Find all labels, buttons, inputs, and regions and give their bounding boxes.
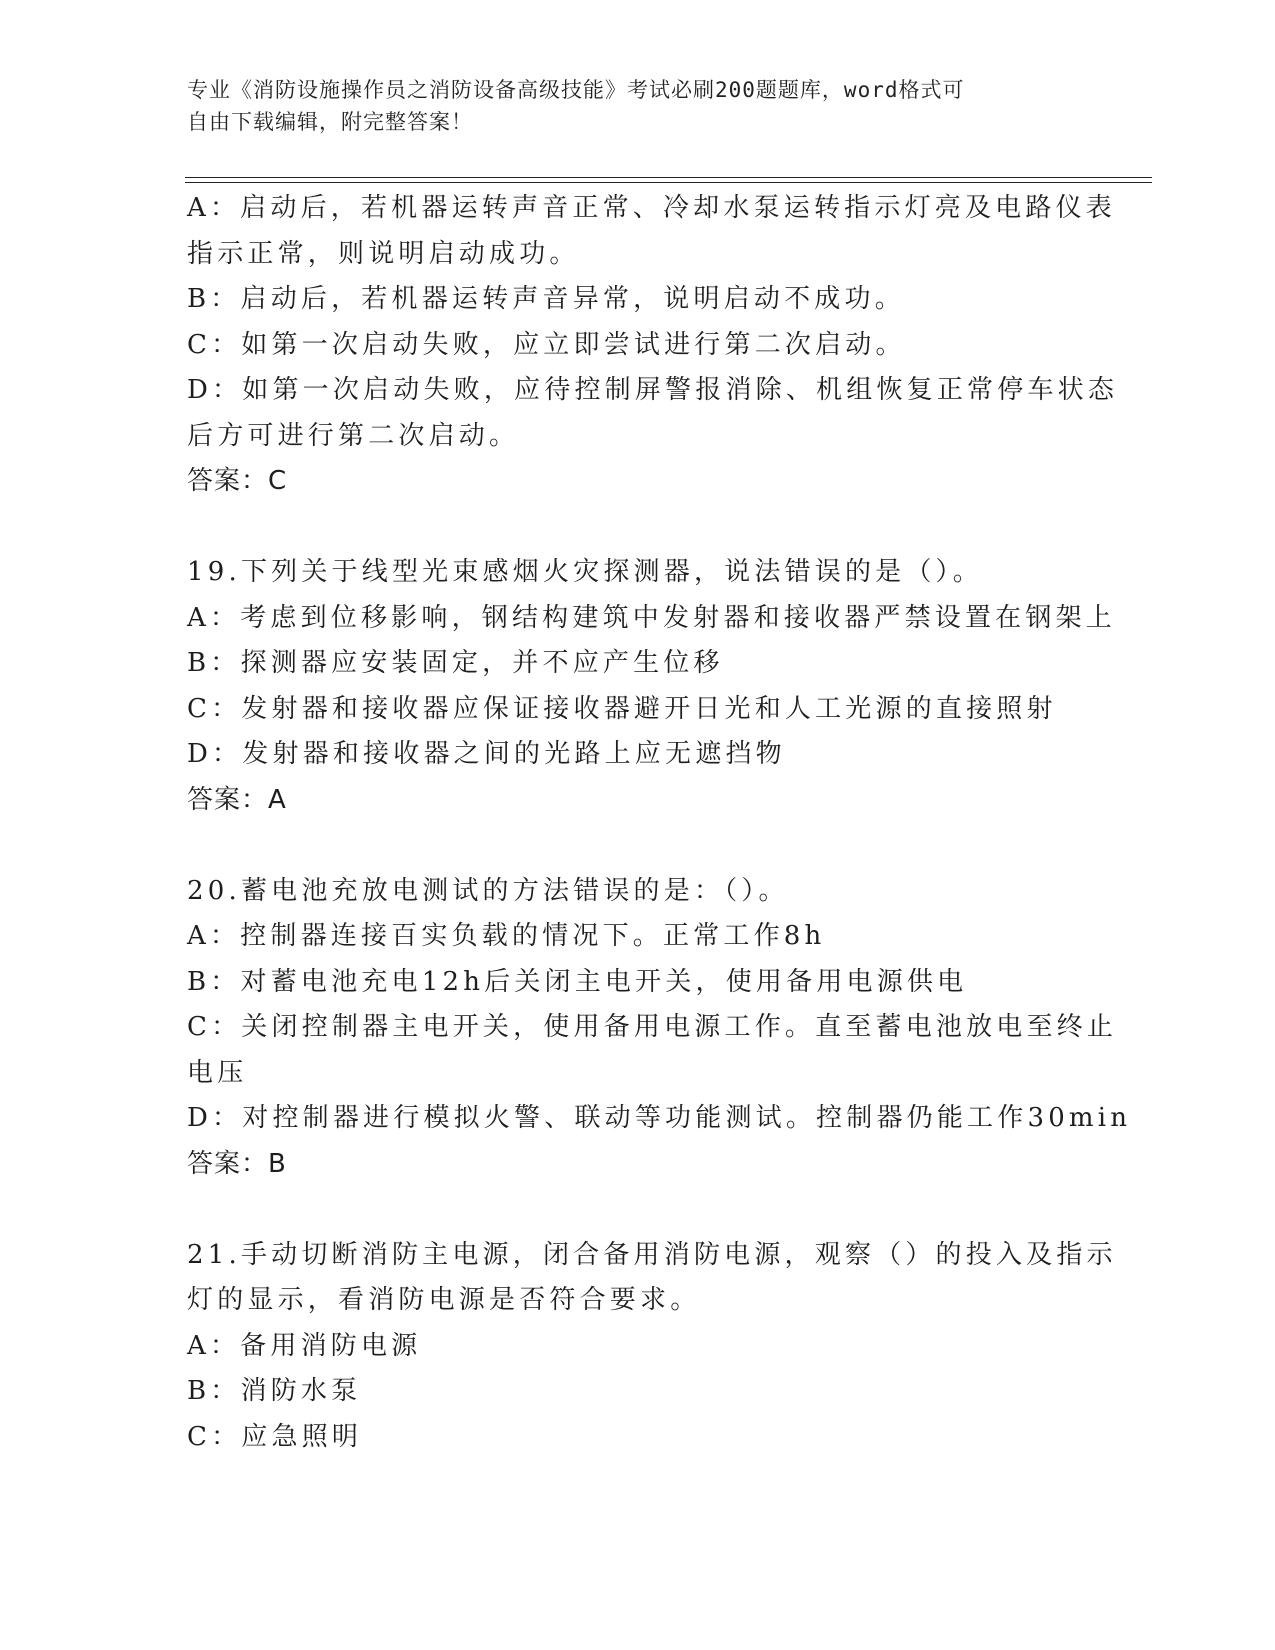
option-b: B：探测器应安装固定，并不应产生位移	[187, 648, 724, 678]
option-c-line-1: C：关闭控制器主电开关，使用备用电源工作。直至蓄电池放电至终止	[187, 1012, 1118, 1042]
option-a: A：控制器连接百实负载的情况下。正常工作8h	[187, 921, 826, 951]
option-b: B：消防水泵	[187, 1376, 362, 1406]
answer: 答案：B	[187, 1148, 287, 1179]
option-a: A：考虑到位移影响，钢结构建筑中发射器和接收器严禁设置在钢架上	[187, 602, 1116, 633]
question-18-options	[187, 186, 1119, 505]
option-b: B：对蓄电池充电12h后关闭主电开关，使用备用电源供电	[187, 966, 968, 997]
option-a-line-1: A：启动后，若机器运转声音正常、冷却水泵运转指示灯亮及电路仪表	[187, 193, 1116, 223]
header-line-2: 自由下载编辑，附完整答案！	[187, 110, 473, 134]
header-divider-bottom	[185, 182, 1152, 183]
option-c: C：应急照明	[187, 1421, 363, 1452]
option-d: D：对控制器进行模拟火警、联动等功能测试。控制器仍能工作30min	[187, 1103, 1132, 1133]
answer: 答案：A	[187, 784, 287, 815]
question-20	[187, 869, 1132, 1188]
option-d-line-1: D：如第一次启动失败，应待控制屏警报消除、机组恢复正常停车状态	[187, 375, 1119, 405]
question-text-line-1: 21.手动切断消防主电源，闭合备用消防电源，观察（）的投入及指示	[187, 1239, 1117, 1270]
option-a-line-2: 指示正常，则说明启动成功。	[187, 238, 580, 269]
question-text: 19.下列关于线型光束感烟火灾探测器，说法错误的是（）。	[187, 557, 983, 587]
option-a: A：备用消防电源	[187, 1330, 422, 1361]
question-21	[187, 1233, 1117, 1461]
spacer	[187, 505, 1087, 551]
option-b: B：启动后，若机器运转声音异常，说明启动不成功。	[187, 284, 905, 314]
document-header	[187, 74, 1067, 138]
option-c: C：发射器和接收器应保证接收器避开日光和人工光源的直接照射	[187, 693, 1057, 724]
option-c: C：如第一次启动失败，应立即尝试进行第二次启动。	[187, 329, 906, 360]
question-19	[187, 550, 1116, 823]
header-divider-top	[185, 177, 1152, 178]
answer: 答案：C	[187, 466, 288, 496]
option-d-line-2: 后方可进行第二次启动。	[187, 420, 520, 451]
question-text: 20.蓄电池充放电测试的方法错误的是：（）。	[187, 875, 789, 906]
question-content	[187, 186, 1132, 1460]
question-text-line-2: 灯的显示，看消防电源是否符合要求。	[187, 1285, 701, 1315]
option-c-line-2: 电压	[187, 1057, 248, 1088]
option-d: D：发射器和接收器之间的光路上应无遮挡物	[187, 739, 786, 769]
spacer	[187, 823, 1087, 869]
header-line-1: 专业《消防设施操作员之消防设备高级技能》考试必刷200题题库，word格式可	[187, 78, 965, 102]
spacer	[187, 1187, 1087, 1233]
